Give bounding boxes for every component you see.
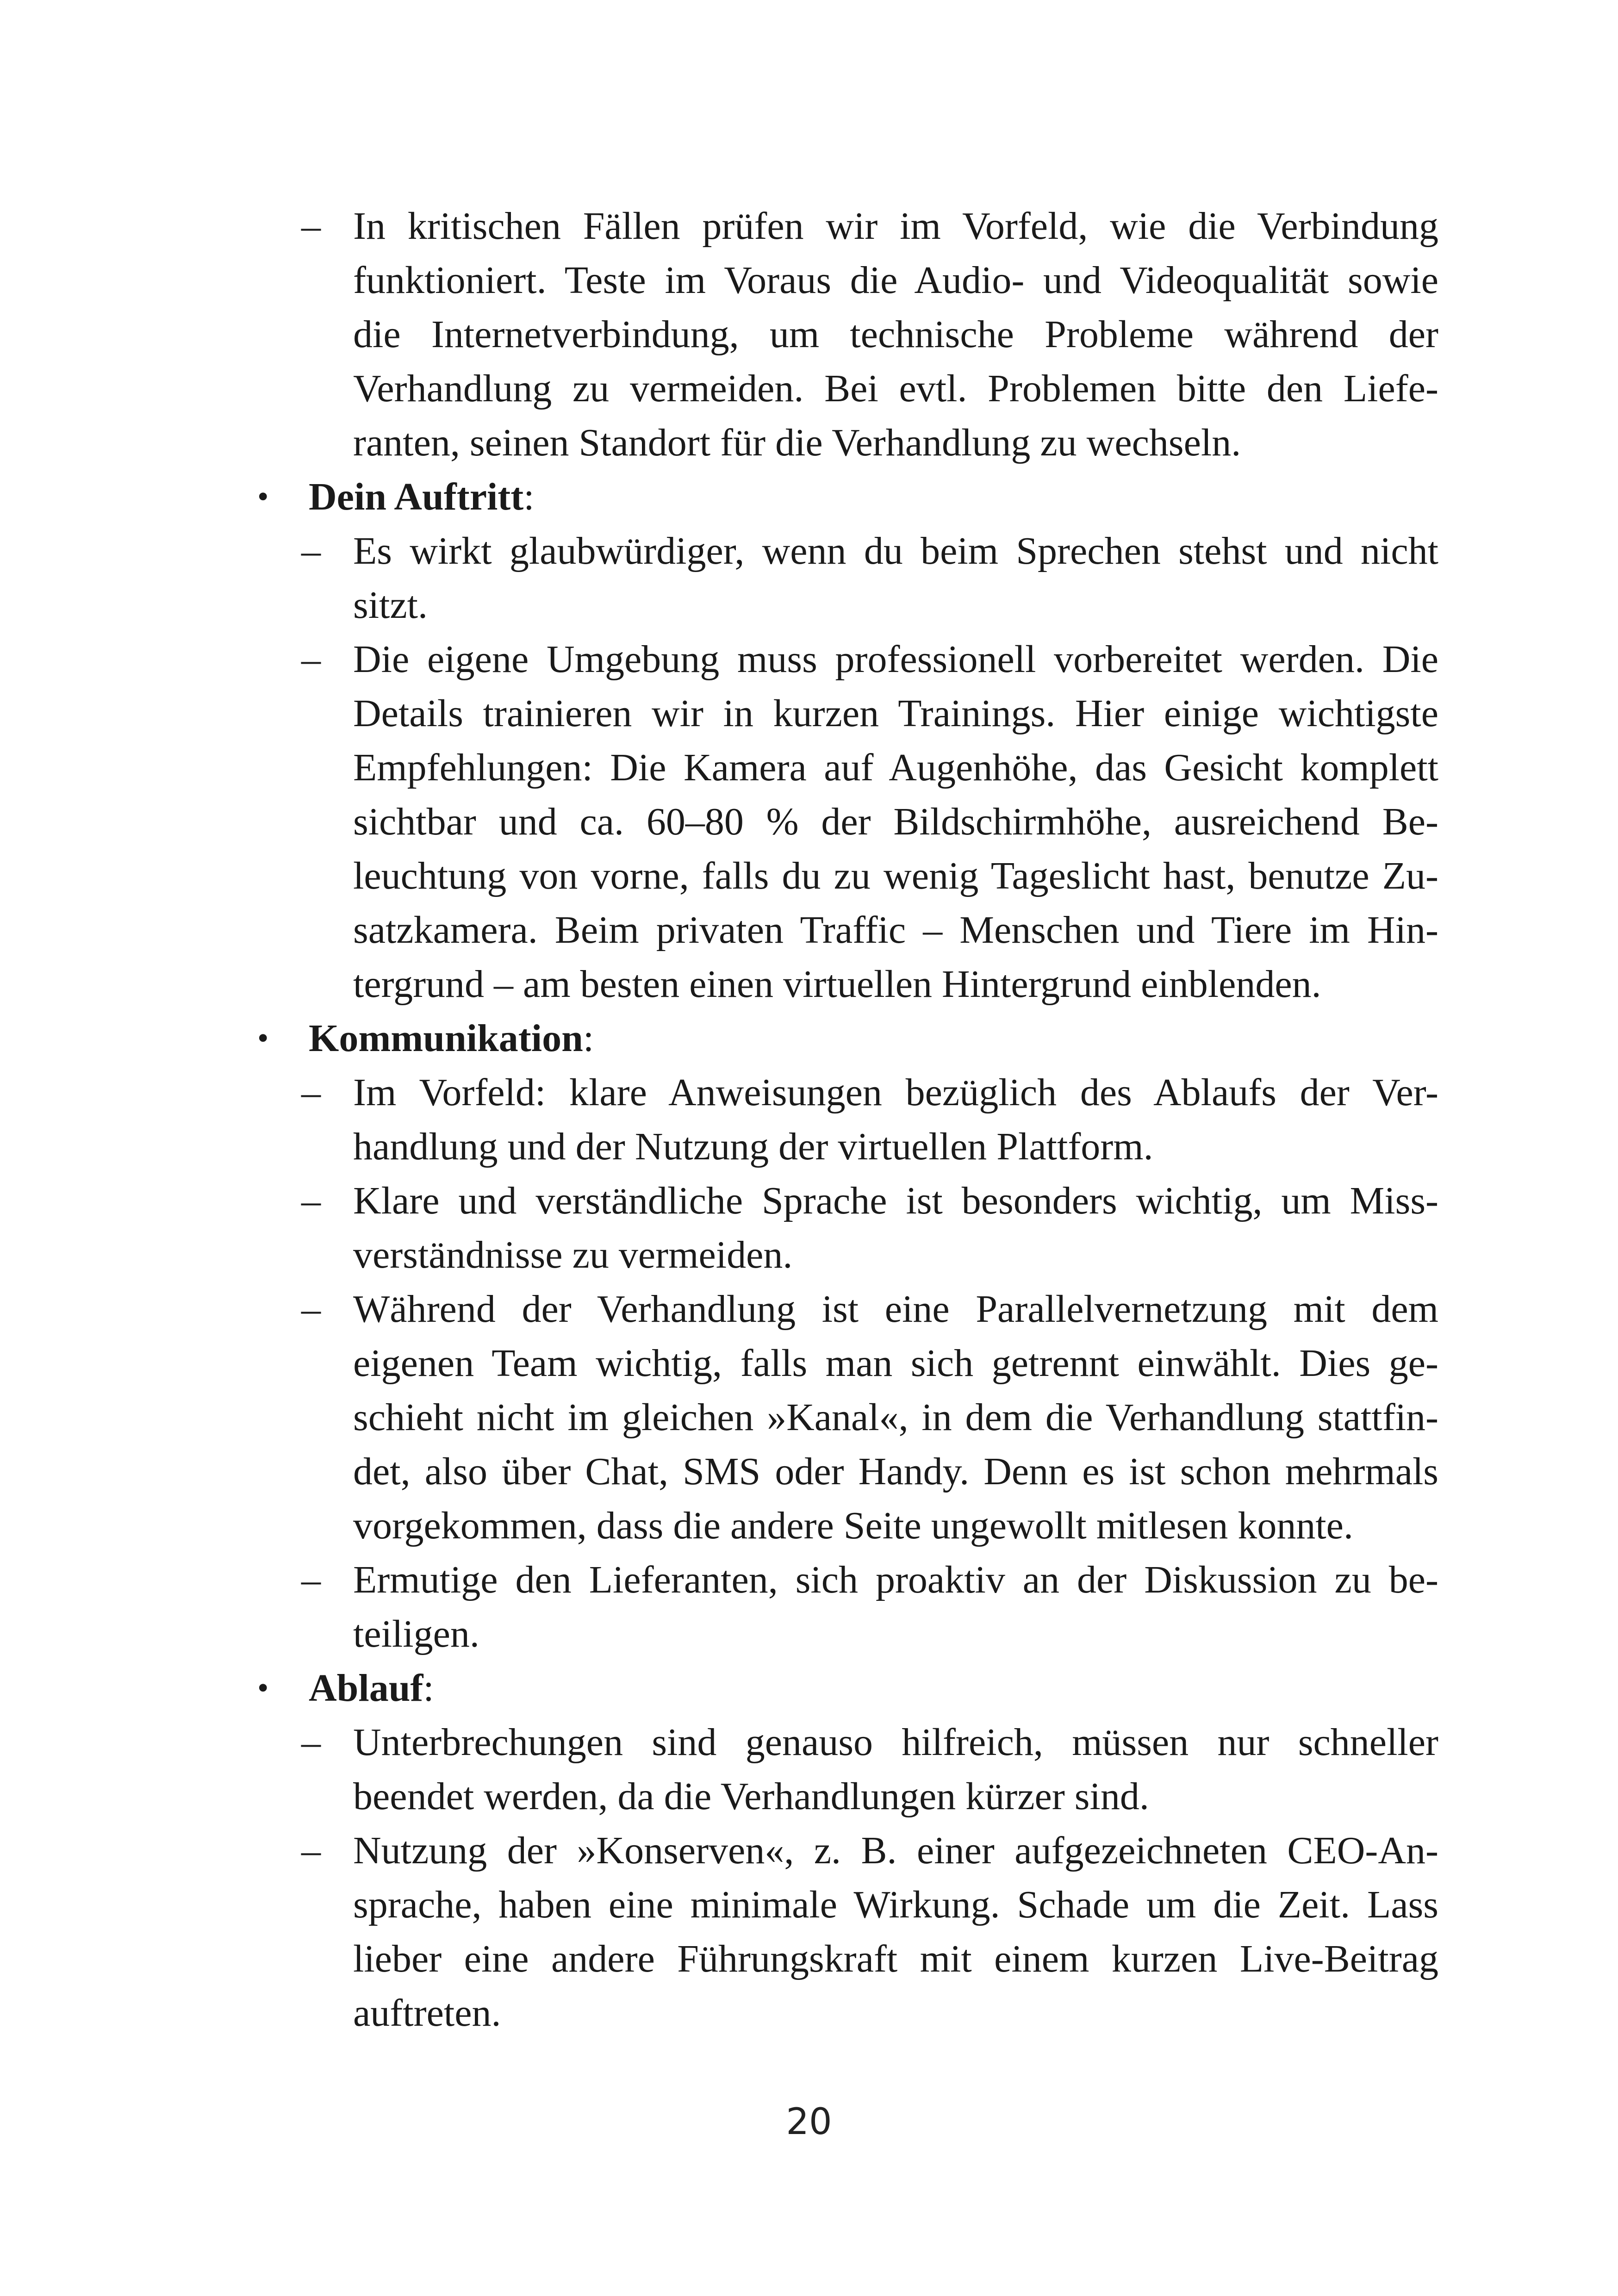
text-line: lieber eine andere Führungskraft mit einem kurzen Live-Beitrag <box>353 1937 1438 1980</box>
heading-colon: : <box>423 1667 434 1710</box>
heading-line <box>309 1661 1438 1715</box>
text-line: Empfehlungen: Die Kamera auf Augenhöhe, das Gesicht komplett <box>353 746 1438 789</box>
text-line: ranten, seinen Standort für die Verhandlung zu wechseln. <box>353 421 1241 464</box>
text-line: funktioniert. Teste im Voraus die Audio- und Videoqualität sowie <box>353 259 1438 302</box>
dash-list-item <box>257 1174 1438 1282</box>
text-line: vorgekommen, dass die andere Seite ungewollt mitlesen konnte. <box>353 1504 1353 1547</box>
text-line: Klare und verständliche Sprache ist besonders wichtig, um Miss- <box>353 1179 1438 1222</box>
bullet-heading <box>257 1011 1438 1065</box>
dash-marker: – <box>301 1288 321 1331</box>
text-line: Während der Verhandlung ist eine Parallelvernetzung mit dem <box>353 1288 1438 1331</box>
heading-label: Ablauf <box>309 1667 423 1710</box>
text-line: Die eigene Umgebung muss professionell vorbereitet werden. Die <box>353 638 1438 681</box>
dash-marker: – <box>301 1721 321 1764</box>
text-line: auftreten. <box>353 1991 501 2035</box>
text-line: die Internetverbindung, um technische Probleme während der <box>353 313 1438 356</box>
dash-marker: – <box>301 1071 321 1114</box>
text-line: Unterbrechungen sind genauso hilfreich, müssen nur schneller <box>353 1721 1438 1764</box>
dash-marker: – <box>301 1558 321 1601</box>
text-line: sichtbar und ca. 60–80 % der Bildschirmhöhe, ausreichend Be- <box>353 800 1438 843</box>
text-line: eigenen Team wichtig, falls man sich getrennt einwählt. Dies ge- <box>353 1342 1438 1385</box>
dash-marker: – <box>301 1179 321 1222</box>
heading-line <box>309 1011 1438 1065</box>
text-line: Ermutige den Lieferanten, sich proaktiv an der Diskussion zu be- <box>353 1558 1438 1601</box>
text-line: sitzt. <box>353 584 428 627</box>
dash-list-item <box>257 1282 1438 1553</box>
bullet-marker: • <box>257 1670 269 1706</box>
dash-list-item <box>257 524 1438 632</box>
dash-marker: – <box>301 529 321 572</box>
dash-marker: – <box>301 638 321 681</box>
dash-marker: – <box>301 1829 321 1872</box>
dash-list-item <box>257 1823 1438 2040</box>
text-line: Im Vorfeld: klare Anweisungen bezüglich des Ablaufs der Ver- <box>353 1071 1438 1114</box>
text-line: verständnisse zu vermeiden. <box>353 1233 793 1276</box>
dash-list-item <box>257 199 1438 470</box>
text-line: In kritischen Fällen prüfen wir im Vorfeld, wie die Verbindung <box>353 205 1438 248</box>
text-line: satzkamera. Beim privaten Traffic – Menschen und Tiere im Hin- <box>353 908 1438 952</box>
dash-list-item <box>257 1065 1438 1174</box>
heading-colon: : <box>583 1017 594 1060</box>
text-line: schieht nicht im gleichen »Kanal«, in dem die Verhandlung stattfin- <box>353 1396 1438 1439</box>
text-line: det, also über Chat, SMS oder Handy. Denn es ist schon mehrmals <box>353 1450 1438 1493</box>
page-number: 20 <box>786 2101 832 2143</box>
text-line: Es wirkt glaubwürdiger, wenn du beim Sprechen stehst und nicht <box>353 529 1438 572</box>
text-line: Details trainieren wir in kurzen Trainings. Hier einige wichtigste <box>353 692 1438 735</box>
body-text <box>257 199 1438 2040</box>
heading-line <box>309 470 1438 524</box>
text-line: Nutzung der »Konserven«, z. B. einer aufgezeichneten CEO-An- <box>353 1829 1438 1872</box>
text-line: sprache, haben eine minimale Wirkung. Schade um die Zeit. Lass <box>353 1883 1438 1926</box>
dash-marker: – <box>301 205 321 248</box>
dash-list-item <box>257 1715 1438 1823</box>
text-line: tergrund – am besten einen virtuellen Hintergrund einblenden. <box>353 963 1321 1006</box>
text-line: leuchtung von vorne, falls du zu wenig Tageslicht hast, benutze Zu- <box>353 854 1438 897</box>
text-line: beendet werden, da die Verhandlungen kürzer sind. <box>353 1775 1149 1818</box>
bullet-heading <box>257 470 1438 524</box>
text-line: handlung und der Nutzung der virtuellen Plattform. <box>353 1125 1153 1168</box>
dash-list-item <box>257 632 1438 1011</box>
heading-label: Dein Auftritt <box>309 475 524 518</box>
bullet-marker: • <box>257 479 269 515</box>
bullet-heading <box>257 1661 1438 1715</box>
text-line: teiligen. <box>353 1612 479 1655</box>
dash-list-item <box>257 1553 1438 1661</box>
heading-colon: : <box>523 475 535 518</box>
heading-label: Kommunikation <box>309 1017 583 1060</box>
bullet-marker: • <box>257 1020 269 1056</box>
text-line: Verhandlung zu vermeiden. Bei evtl. Problemen bitte den Liefe- <box>353 367 1438 410</box>
